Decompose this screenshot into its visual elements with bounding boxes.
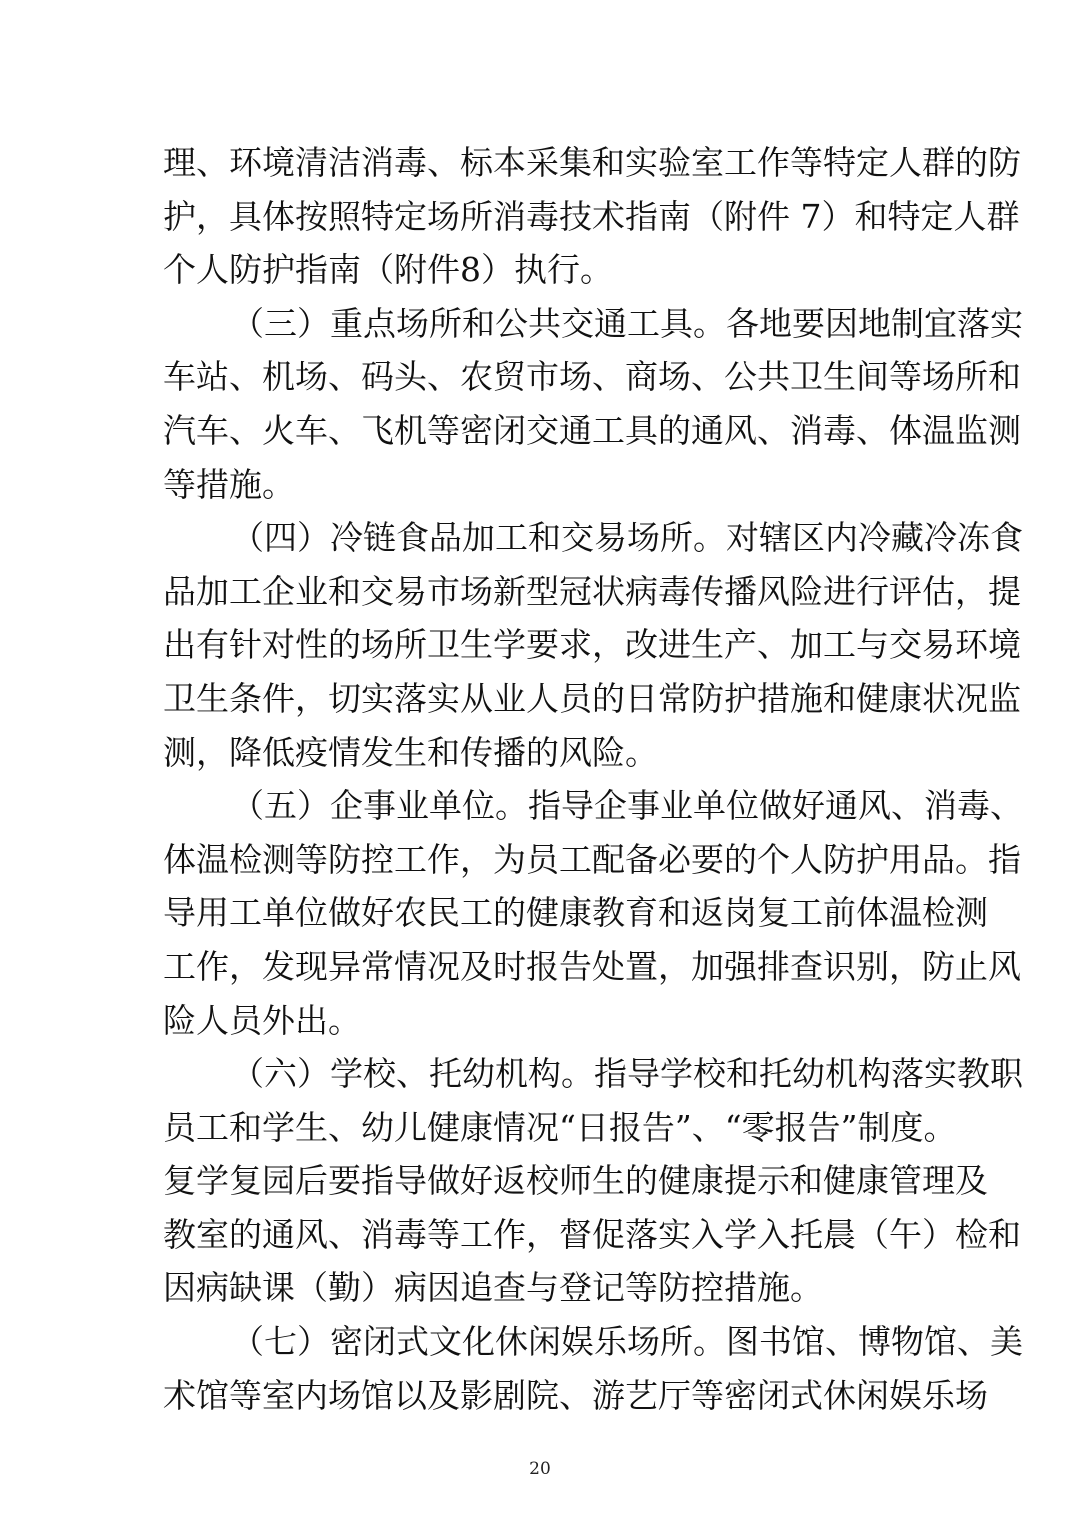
text-line: 等措施。 <box>163 464 295 504</box>
text-line: 汽车、火车、飞机等密闭交通工具的通风、消毒、体温监测 <box>163 410 1021 450</box>
text-line: 因病缺课（勤）病因追查与登记等防控措施。 <box>163 1268 823 1308</box>
text-line: 复学复园后要指导做好返校师生的健康提示和健康管理及 <box>163 1161 988 1201</box>
text-line: 卫生条件，切实落实从业人员的日常防护措施和健康状况监 <box>163 678 1021 718</box>
text-line: 出有针对性的场所卫生学要求，改进生产、加工与交易环境 <box>163 625 1021 665</box>
text-line: 员工和学生、幼儿健康情况“日报告”、“零报告”制度。 <box>163 1107 957 1147</box>
text-line: 品加工企业和交易市场新型冠状病毒传播风险进行评估，提 <box>163 571 1021 611</box>
document-body <box>163 136 1023 1422</box>
page-number: 20 <box>529 1459 551 1479</box>
text-line: 工作，发现异常情况及时报告处置，加强排查识别，防止风 <box>163 946 1021 986</box>
paragraph-first-line: （三）重点场所和公共交通工具。各地要因地制宜落实 <box>231 303 1023 343</box>
paragraph-first-line: （六）学校、托幼机构。指导学校和托幼机构落实教职 <box>231 1054 1023 1094</box>
text-line: 护，具体按照特定场所消毒技术指南（附件 7）和特定人群 <box>163 196 1020 236</box>
text-line: 术馆等室内场馆以及影剧院、游艺厅等密闭式休闲娱乐场 <box>163 1375 988 1415</box>
paragraph-first-line: （七）密闭式文化休闲娱乐场所。图书馆、博物馆、美 <box>231 1322 1023 1362</box>
text-line: 导用工单位做好农民工的健康教育和返岗复工前体温检测 <box>163 893 988 933</box>
text-line: 险人员外出。 <box>163 1000 361 1040</box>
text-line: 教室的通风、消毒等工作，督促落实入学入托晨（午）检和 <box>163 1214 1021 1254</box>
text-line: 体温检测等防控工作，为员工配备必要的个人防护用品。指 <box>163 839 1021 879</box>
paragraph-first-line: （五）企事业单位。指导企事业单位做好通风、消毒、 <box>231 786 1023 826</box>
text-line: 理、环境清洁消毒、标本采集和实验室工作等特定人群的防 <box>163 143 1021 182</box>
text-line: 测，降低疫情发生和传播的风险。 <box>163 732 658 772</box>
paragraph-first-line: （四）冷链食品加工和交易场所。对辖区内冷藏冷冻食 <box>231 518 1023 558</box>
text-line: 个人防护指南（附件8）执行。 <box>163 250 613 290</box>
text-line: 车站、机场、码头、农贸市场、商场、公共卫生间等场所和 <box>163 357 1021 397</box>
